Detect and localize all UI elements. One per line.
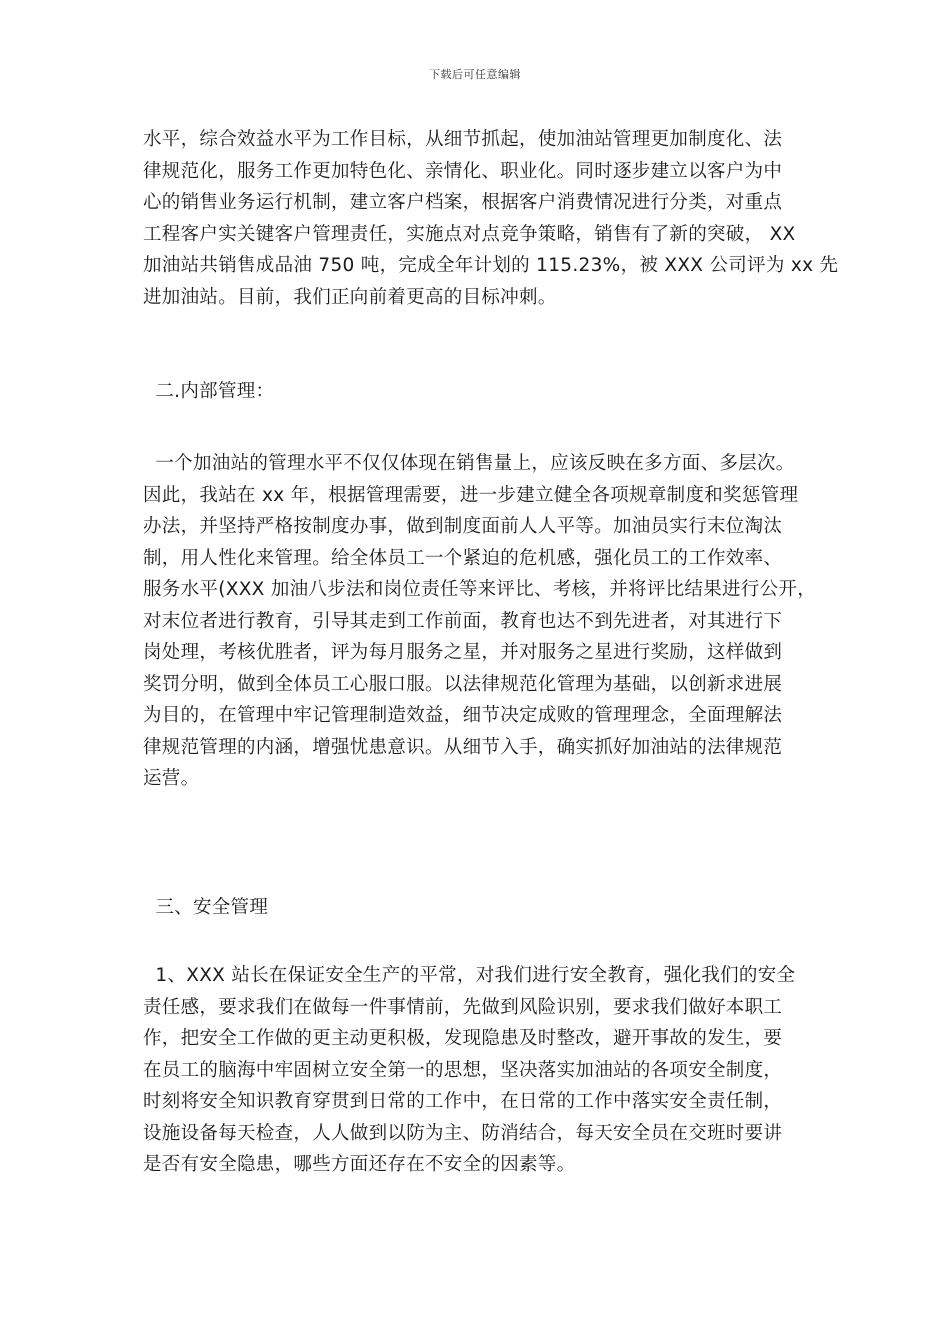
paragraph-line: 为目的，在管理中牢记管理制造效益，细节决定成败的管理理念，全面理解法 xyxy=(143,705,783,726)
page-header: 下载后可任意编辑 xyxy=(429,68,521,81)
paragraph-line: 设施设备每天检查，人人做到以防为主、防消结合，每天安全员在交班时要讲 xyxy=(143,1122,783,1144)
paragraph-line: 工程客户实关键客户管理责任，实施点对点竞争策略，销售有了新的突破， XX xyxy=(143,223,796,245)
section-heading-internal-management xyxy=(143,376,813,408)
heading-text: 二.内部管理： xyxy=(143,381,275,402)
paragraph-line: 律规范管理的内涵，增强忧患意识。从细节入手，确实抓好加油站的法律规范 xyxy=(143,736,783,758)
paragraph-line: 1、XXX 站长在保证安全生产的平常，对我们进行安全教育，强化我们的安全 xyxy=(143,965,796,986)
paragraph-line: 律规范化，服务工作更加特色化、亲情化、职业化。同时逐步建立以客户为中 xyxy=(143,160,783,182)
paragraph-line: 心的销售业务运行机制，建立客户档案，根据客户消费情况进行分类，对重点 xyxy=(143,192,783,213)
paragraph-line: 时刻将安全知识教育穿贯到日常的工作中，在日常的工作中落实安全责任制， xyxy=(143,1091,783,1112)
paragraph-line: 制，用人性化来管理。给全体员工一个紧迫的危机感，强化员工的工作效率、 xyxy=(143,547,783,569)
paragraph-line: 是否有安全隐患，哪些方面还存在不安全的因素等。 xyxy=(143,1154,576,1175)
paragraph-line: 水平，综合效益水平为工作目标，从细节抓起，使加油站管理更加制度化、法 xyxy=(143,129,783,150)
paragraph-line: 岗处理，考核优胜者，评为每月服务之星，并对服务之星进行奖励，这样做到 xyxy=(143,642,783,663)
paragraph-line: 奖罚分明，做到全体员工心服口服。以法律规范化管理为基础，以创新求进展 xyxy=(143,673,783,695)
paragraph-line: 进加油站。目前，我们正向前着更高的目标冲刺。 xyxy=(143,286,557,308)
paragraph-line: 办法，并坚持严格按制度办事，做到制度面前人人平等。加油员实行末位淘汰 xyxy=(143,516,783,537)
paragraph-line: 一个加油站的管理水平不仅仅体现在销售量上，应该反映在多方面、多层次。 xyxy=(143,453,795,474)
section-sales-paragraph xyxy=(143,124,839,313)
paragraph-line: 运营。 xyxy=(143,768,200,789)
paragraph-line: 加油站共销售成品油 750 吨，完成全年计划的 115.23%，被 XXX 公司评为 xx 先 xyxy=(143,255,839,276)
paragraph-line: 责任感，要求我们在做每一件事情前，先做到风险识别，要求我们做好本职工 xyxy=(143,996,783,1018)
heading-text: 三、安全管理 xyxy=(143,897,269,918)
paragraph-line: 在员工的脑海中牢固树立安全第一的思想，坚决落实加油站的各项安全制度， xyxy=(143,1059,783,1081)
paragraph-line: 对末位者进行教育，引导其走到工作前面，教育也达不到先进者，对其进行下 xyxy=(143,610,783,632)
section-internal-management-paragraph xyxy=(143,448,817,795)
section-heading-safety-management xyxy=(143,892,813,924)
paragraph-line: 因此，我站在 xx 年，根据管理需要，进一步建立健全各项规章制度和奖惩管理 xyxy=(143,484,799,506)
section-safety-management-paragraph xyxy=(143,960,813,1181)
paragraph-line: 服务水平(XXX 加油八步法和岗位责任等来评比、考核，并将评比结果进行公开， xyxy=(143,579,817,600)
paragraph-line: 作，把安全工作做的更主动更积极，发现隐患及时整改，避开事故的发生，要 xyxy=(143,1028,783,1049)
